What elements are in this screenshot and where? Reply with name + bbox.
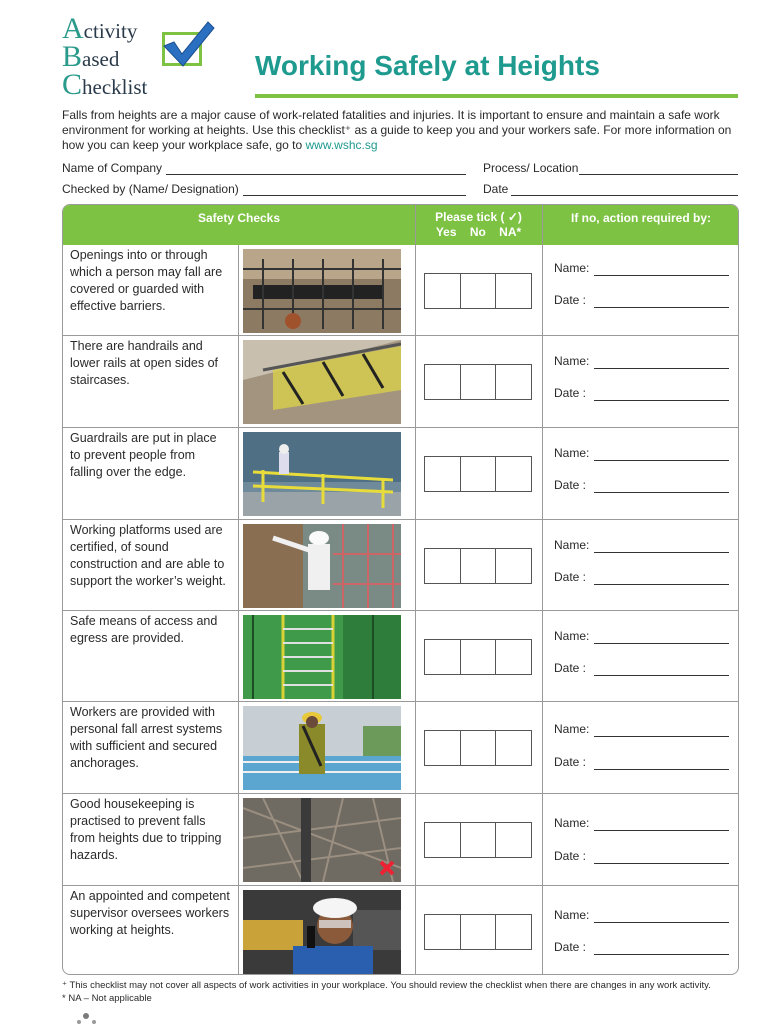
safety-checklist-table xyxy=(62,204,739,975)
no-checkbox[interactable] xyxy=(461,822,497,858)
action-date-label: Date : xyxy=(554,570,587,584)
na-checkbox[interactable] xyxy=(496,364,532,400)
na-checkbox[interactable] xyxy=(496,548,532,584)
no-checkbox[interactable] xyxy=(461,548,497,584)
action-date-field[interactable] xyxy=(594,863,729,864)
tick-boxes xyxy=(424,730,532,766)
action-date-label: Date : xyxy=(554,386,587,400)
checked-by-label: Checked by (Name/ Designation) xyxy=(62,182,239,196)
photo-housekeeping xyxy=(243,798,401,882)
page-title: Working Safely at Heights xyxy=(255,50,600,81)
action-name-field[interactable] xyxy=(594,922,729,923)
action-name-field[interactable] xyxy=(594,552,729,553)
yes-checkbox[interactable] xyxy=(424,639,461,675)
checkmark-icon xyxy=(156,18,216,70)
action-date-field[interactable] xyxy=(594,492,729,493)
company-field[interactable] xyxy=(166,174,466,175)
action-date-field[interactable] xyxy=(594,675,729,676)
no-checkbox[interactable] xyxy=(461,456,497,492)
check-description: Guardrails are put in place to prevent people from falling over the edge. xyxy=(70,431,217,479)
process-label: Process/ Location xyxy=(483,161,579,175)
na-checkbox[interactable] xyxy=(496,273,532,309)
na-checkbox[interactable] xyxy=(496,822,532,858)
action-date-field[interactable] xyxy=(594,954,729,955)
footer-logo-icon xyxy=(76,1012,100,1024)
header-tick-options: Yes No NA* xyxy=(435,225,522,239)
action-date-label: Date : xyxy=(554,293,587,307)
tick-boxes xyxy=(424,639,532,675)
na-checkbox[interactable] xyxy=(496,914,532,950)
logo-line-checklist xyxy=(62,68,147,102)
abc-logo xyxy=(62,12,222,100)
action-name-field[interactable] xyxy=(594,643,729,644)
no-checkbox[interactable] xyxy=(461,730,497,766)
yes-checkbox[interactable] xyxy=(424,273,461,309)
photo-staircase-handrails xyxy=(243,340,401,424)
no-checkbox[interactable] xyxy=(461,639,497,675)
action-name-field[interactable] xyxy=(594,830,729,831)
action-name-label: Name: xyxy=(554,261,590,275)
action-date-label: Date : xyxy=(554,755,587,769)
date-field[interactable] xyxy=(511,195,738,196)
check-description: Openings into or through which a person may fall are covered or guarded with effective barriers. xyxy=(70,248,223,313)
action-date-label: Date : xyxy=(554,849,587,863)
yes-checkbox[interactable] xyxy=(424,548,461,584)
na-checkbox[interactable] xyxy=(496,456,532,492)
action-date-field[interactable] xyxy=(594,307,729,308)
action-date-label: Date : xyxy=(554,661,587,675)
action-name-label: Name: xyxy=(554,816,590,830)
photo-working-platform xyxy=(243,524,401,608)
logo-letter-a: A xyxy=(62,12,84,45)
footnote-na: * NA – Not applicable xyxy=(62,993,152,1004)
photo-supervisor xyxy=(243,890,401,974)
table-row xyxy=(63,519,739,610)
tick-boxes xyxy=(424,364,532,400)
table-header xyxy=(63,205,739,245)
table-row xyxy=(63,245,739,335)
header-please-tick xyxy=(415,210,542,240)
table-row xyxy=(63,701,739,793)
photo-guardrails-edge xyxy=(243,432,401,516)
check-description: Good housekeeping is practised to prevent falls from heights due to tripping hazards. xyxy=(70,797,222,862)
process-field[interactable] xyxy=(579,174,738,175)
header-safety-checks: Safety Checks xyxy=(197,211,281,225)
action-date-field[interactable] xyxy=(594,584,729,585)
yes-checkbox[interactable] xyxy=(424,822,461,858)
tick-boxes xyxy=(424,822,532,858)
check-description: Safe means of access and egress are provided. xyxy=(70,614,218,645)
no-checkbox[interactable] xyxy=(461,364,497,400)
date-label: Date xyxy=(483,182,509,196)
action-name-label: Name: xyxy=(554,908,590,922)
checked-by-field[interactable] xyxy=(243,195,466,196)
yes-checkbox[interactable] xyxy=(424,730,461,766)
na-checkbox[interactable] xyxy=(496,730,532,766)
logo-letter-c: C xyxy=(62,68,83,101)
check-description: Working platforms used are certified, of sound construction and are able to support the worker’s weight. xyxy=(70,523,226,588)
action-date-field[interactable] xyxy=(594,769,729,770)
action-date-label: Date : xyxy=(554,940,587,954)
action-name-label: Name: xyxy=(554,538,590,552)
logo-word-checklist: hecklist xyxy=(82,75,148,99)
check-description: Workers are provided with personal fall arrest systems with sufficient and secured anchorages. xyxy=(70,705,223,770)
footnote-checklist-scope: ⁺ This checklist may not cover all aspects of work activities in your workplace. You should review the checklist when there are changes in any work activity. xyxy=(62,980,711,991)
title-rule xyxy=(255,94,738,98)
action-name-label: Name: xyxy=(554,629,590,643)
no-checkbox[interactable] xyxy=(461,273,497,309)
photo-access-egress xyxy=(243,615,401,699)
photo-fall-arrest-system xyxy=(243,706,401,790)
action-date-field[interactable] xyxy=(594,400,729,401)
action-date-label: Date : xyxy=(554,478,587,492)
check-description: There are handrails and lower rails at open sides of staircases. xyxy=(70,339,218,387)
logo-word-activity: ctivity xyxy=(83,19,138,43)
intro-text: Falls from heights are a major cause of work-related fatalities and injuries. It is important to ensure and maintain a safe work environment for working at heights. Use this checklist⁺ as a guide to keep you and your workers safe. For more information on how you can keep your workplace safe, go to xyxy=(62,108,732,152)
action-name-field[interactable] xyxy=(594,736,729,737)
action-name-label: Name: xyxy=(554,446,590,460)
intro-paragraph xyxy=(62,108,740,153)
table-row xyxy=(63,885,739,975)
table-row xyxy=(63,610,739,701)
action-name-field[interactable] xyxy=(594,275,729,276)
na-checkbox[interactable] xyxy=(496,639,532,675)
header-action-required: If no, action required by: xyxy=(570,211,711,225)
company-label: Name of Company xyxy=(62,161,163,175)
table-row xyxy=(63,335,739,427)
yes-checkbox[interactable] xyxy=(424,456,461,492)
action-name-label: Name: xyxy=(554,354,590,368)
logo-word-based: ased xyxy=(82,47,120,71)
photo-covered-openings xyxy=(243,249,401,333)
action-name-field[interactable] xyxy=(594,460,729,461)
yes-checkbox[interactable] xyxy=(424,914,461,950)
tick-boxes xyxy=(424,914,532,950)
header-tick-title: Please tick ( ✓) xyxy=(435,210,522,224)
tick-boxes xyxy=(424,273,532,309)
action-name-label: Name: xyxy=(554,722,590,736)
yes-checkbox[interactable] xyxy=(424,364,461,400)
table-row xyxy=(63,793,739,885)
tick-boxes xyxy=(424,456,532,492)
tick-boxes xyxy=(424,548,532,584)
table-row xyxy=(63,427,739,519)
no-checkbox[interactable] xyxy=(461,914,497,950)
wshc-link[interactable]: www.wshc.sg xyxy=(305,138,378,152)
check-description: An appointed and competent supervisor oversees workers working at heights. xyxy=(70,889,230,937)
logo-letter-b: B xyxy=(62,40,83,73)
action-name-field[interactable] xyxy=(594,368,729,369)
